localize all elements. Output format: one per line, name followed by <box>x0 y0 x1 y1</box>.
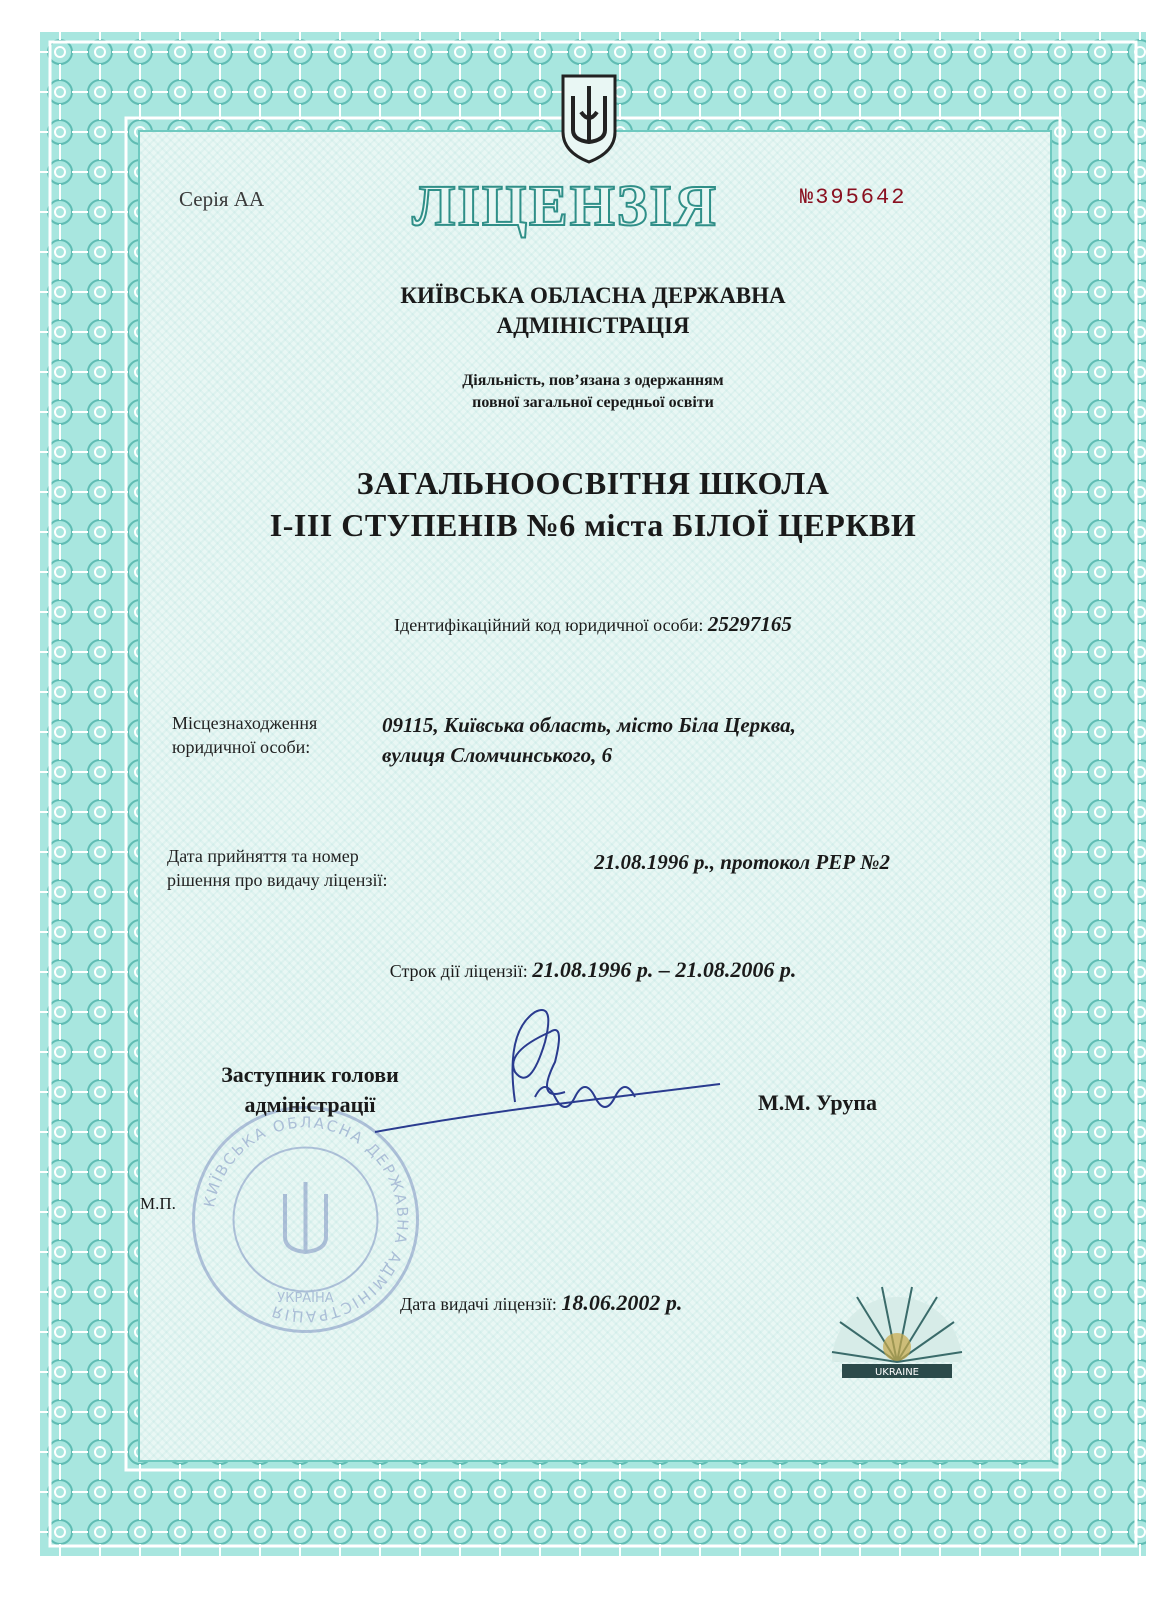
issuer-line2: АДМІНІСТРАЦІЯ <box>496 313 690 338</box>
series-label: Серія АА <box>179 187 265 211</box>
term-label: Строк дії ліцензії: <box>389 961 528 981</box>
hologram-sticker <box>822 1252 972 1402</box>
license-sheet <box>40 32 1146 1556</box>
seal-ring-text: КИЇВСЬКА ОБЛАСНА ДЕРЖАВНА АДМІНІСТРАЦІЯ <box>200 1113 412 1326</box>
decision-label-line1: Дата прийняття та номер <box>167 846 359 866</box>
location-value <box>382 710 942 770</box>
seal-bottom-text: УКРАЇНА <box>277 1291 334 1306</box>
term-value: 21.08.1996 р. – 21.08.2006 р. <box>532 957 797 982</box>
location-value-line2: вулиця Сломчинського, 6 <box>382 743 613 767</box>
issuer-line1: КИЇВСЬКА ОБЛАСНА ДЕРЖАВНА <box>400 283 786 308</box>
handwritten-signature <box>365 992 725 1142</box>
school-name <box>40 462 1146 546</box>
id-code-label: Ідентифікаційний код юридичної особи: <box>394 615 704 635</box>
id-code-value: 25297165 <box>707 612 792 636</box>
issue-date-value: 18.06.2002 р. <box>561 1290 683 1315</box>
issue-date-row <box>400 1290 682 1316</box>
activity-line2: повної загальної середньої освіти <box>472 394 714 411</box>
deputy-line1: Заступник голови <box>221 1062 399 1087</box>
id-code-row <box>40 612 1146 637</box>
license-number: №395642 <box>800 185 907 210</box>
seal-place-label: М.П. <box>140 1194 176 1213</box>
decision-value: 21.08.1996 р., протокол РЕР №2 <box>594 850 890 874</box>
hologram-label: UKRAINE <box>874 1367 920 1378</box>
location-label-line2: юридичної особи: <box>172 737 311 757</box>
deputy-line2: адміністрації <box>244 1092 376 1117</box>
location-label-line1: Місцезнаходження <box>172 713 318 733</box>
issuer-block <box>40 281 1146 341</box>
activity-line1: Діяльність, пов’язана з одержанням <box>462 372 724 389</box>
decision-label-line2: рішення про видачу ліцензії: <box>167 870 388 890</box>
term-row <box>40 957 1146 983</box>
issue-date-label: Дата видачі ліцензії: <box>400 1294 557 1314</box>
signatory-name: М.М. Урупа <box>758 1090 877 1115</box>
activity-block <box>40 370 1146 414</box>
location-label <box>172 711 372 759</box>
school-line2: І-ІІІ СТУПЕНІВ №6 міста БІЛОЇ ЦЕРКВИ <box>269 507 917 543</box>
license-title: ЛІЦЕНЗІЯ <box>412 173 718 238</box>
location-value-line1: 09115, Київська область, місто Біла Церква, <box>382 713 796 737</box>
trident-emblem-icon <box>559 72 619 164</box>
school-line1: ЗАГАЛЬНООСВІТНЯ ШКОЛА <box>356 465 830 501</box>
